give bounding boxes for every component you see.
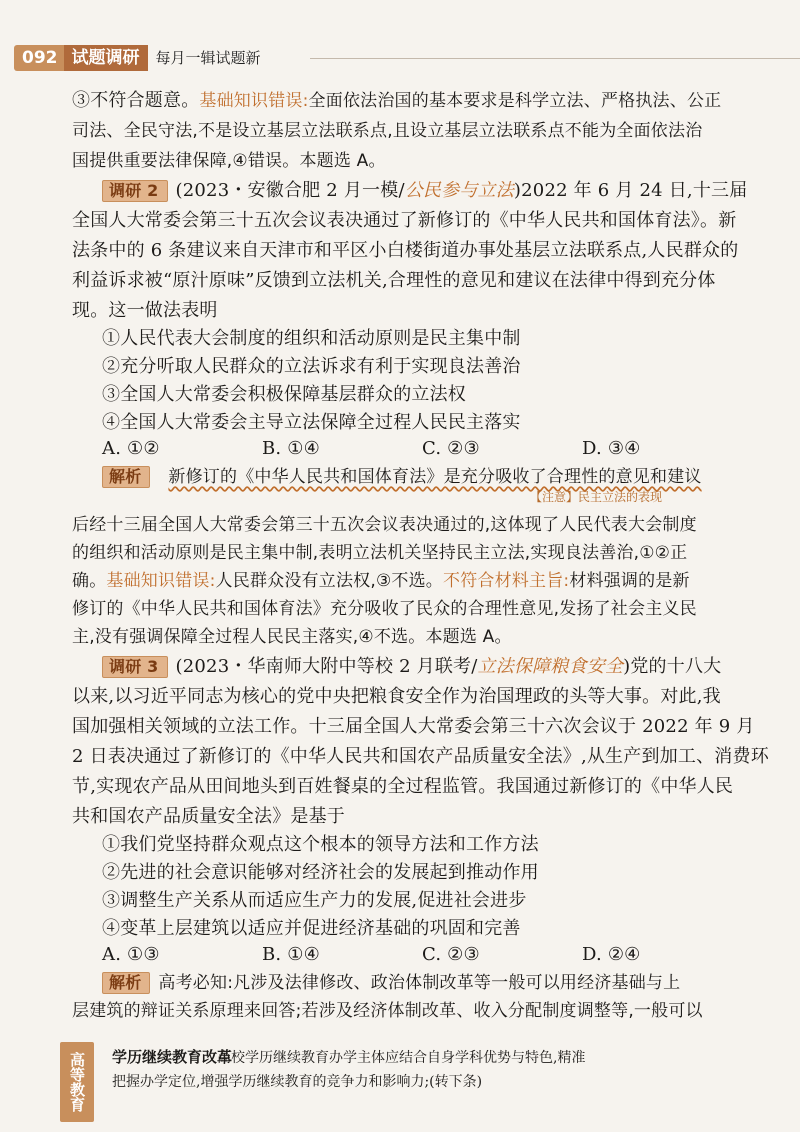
question-3-header	[102, 654, 762, 680]
footer-line: 把握办学定位,增强学历继续教育的竞争力和影响力;(转下条)	[112, 1074, 483, 1090]
question-line: 全国人大常委会第三十五次会议表决通过了新修订的《中华人民共和国体育法》。新	[72, 210, 737, 231]
question-tag: 调研 3	[102, 656, 168, 678]
choice-item: ②充分听取人民群众的立法诉求有利于实现良法善治	[102, 356, 521, 377]
text: 新修订的《中华人民共和国体育法》是充分吸收了合理性的意见和建议	[168, 467, 702, 487]
options-row	[102, 436, 762, 462]
analysis-2-line	[102, 464, 762, 490]
source: )党的十八大	[623, 656, 722, 677]
question-line: 节,实现农产品从田间地头到百姓餐桌的全过程监管。我国通过新修订的《中华人民	[72, 776, 734, 797]
option-a: A. ①②	[102, 438, 160, 459]
choice-item: ②先进的社会意识能够对经济社会的发展起到推动作用	[102, 862, 539, 883]
label-basic-error: 基础知识错误:	[106, 571, 216, 591]
paragraph-line: 国提供重要法律保障,④错误。本题选 A。	[72, 151, 386, 171]
question-line: 国加强相关领域的立法工作。十三届全国人大常委会第三十六次会议于 2022 年 9 月	[72, 716, 755, 737]
page-number: 092	[14, 45, 64, 71]
footer-line: 高校学历继续教育办学主体应结合自身学科优势与特色,精准	[217, 1050, 586, 1066]
choice-item: ④全国人大常委会主导立法保障全过程人民民主落实	[102, 412, 521, 433]
source-topic: 立法保障粮食安全	[477, 656, 624, 677]
analysis-line: 修订的《中华人民共和国体育法》充分吸收了民众的合理性意见,发扬了社会主义民	[72, 599, 697, 619]
text: 确。	[72, 571, 107, 591]
option-b: B. ①④	[262, 438, 320, 459]
paragraph-line	[72, 88, 762, 114]
question-2-header	[102, 178, 762, 204]
source: )2022 年 6 月 24 日,十三届	[513, 180, 748, 201]
text: 材料强调的是新	[569, 571, 690, 591]
option-a: A. ①③	[102, 944, 160, 965]
text: 人民群众没有立法权,③不选。	[215, 571, 443, 591]
question-tag: 调研 2	[102, 180, 168, 202]
question-line: 现。这一做法表明	[72, 300, 218, 321]
options-row	[102, 942, 762, 968]
analysis-tag: 解析	[102, 972, 150, 994]
text: ③不符合题意。	[72, 90, 200, 111]
source: (2023・安徽合肥 2 月一模/	[175, 180, 405, 201]
footer-text	[112, 1046, 712, 1094]
option-b: B. ①④	[262, 944, 320, 965]
analysis-tag: 解析	[102, 466, 150, 488]
margin-note: 【注意】民主立法的表现	[530, 490, 663, 504]
question-line: 法条中的 6 条建议来自天津市和平区小白楼街道办事处基层立法联系点,人民群众的	[72, 240, 739, 261]
analysis-3-line	[102, 970, 762, 996]
text: 全面依法治国的基本要求是科学立法、严格执法、公正	[308, 91, 722, 111]
page-header	[14, 44, 261, 72]
label-off-topic: 不符合材料主旨:	[443, 571, 570, 591]
header-subtitle: 每月一辑试题新	[155, 49, 261, 67]
question-line: 利益诉求被“原汁原味”反馈到立法机关,合理性的意见和建议在法律中得到充分体	[72, 270, 716, 291]
paragraph-line: 司法、全民守法,不是设立基层立法联系点,且设立基层立法联系点不能为全面依法治	[72, 121, 703, 141]
analysis-line: 的组织和活动原则是民主集中制,表明立法机关坚持民主立法,实现良法善治,①②正	[72, 543, 688, 563]
option-c: C. ②③	[422, 944, 480, 965]
option-c: C. ②③	[422, 438, 480, 459]
analysis-line: 层建筑的辩证关系原理来回答;若涉及经济体制改革、收入分配制度调整等,一般可以	[72, 1001, 703, 1021]
choice-item: ①人民代表大会制度的组织和活动原则是民主集中制	[102, 328, 521, 349]
choice-item: ③调整生产关系从而适应生产力的发展,促进社会进步	[102, 890, 527, 911]
question-line: 以来,以习近平同志为核心的党中央把粮食安全作为治国理政的头等大事。对此,我	[72, 686, 721, 707]
option-d: D. ②④	[582, 944, 641, 965]
footer-title: 学历继续教育改革	[112, 1048, 233, 1066]
choice-item: ④变革上层建筑以适应并促进经济基础的巩固和完善	[102, 918, 521, 939]
label-basic-error: 基础知识错误:	[199, 91, 309, 111]
question-line: 共和国农产品质量安全法》是基于	[72, 806, 345, 827]
option-d: D. ③④	[582, 438, 641, 459]
choice-item: ①我们党坚持群众观点这个根本的领导方法和工作方法	[102, 834, 539, 855]
section-title: 试题调研	[64, 45, 148, 71]
text: 高考必知:凡涉及法律修改、政治体制改革等一般可以用经济基础与上	[158, 973, 681, 993]
source-topic: 公民参与立法	[404, 180, 514, 201]
analysis-line	[72, 568, 762, 594]
footer-sidebar-label: 高等教育	[60, 1042, 94, 1122]
source: (2023・华南师大附中等校 2 月联考/	[175, 656, 478, 677]
question-line: 2 日表决通过了新修订的《中华人民共和国农产品质量安全法》,从生产到加工、消费环	[72, 746, 769, 767]
header-rule	[310, 58, 800, 59]
analysis-line: 后经十三届全国人大常委会第三十五次会议表决通过的,这体现了人民代表大会制度	[72, 515, 697, 535]
analysis-line: 主,没有强调保障全过程人民民主落实,④不选。本题选 A。	[72, 627, 512, 647]
choice-item: ③全国人大常委会积极保障基层群众的立法权	[102, 384, 466, 405]
